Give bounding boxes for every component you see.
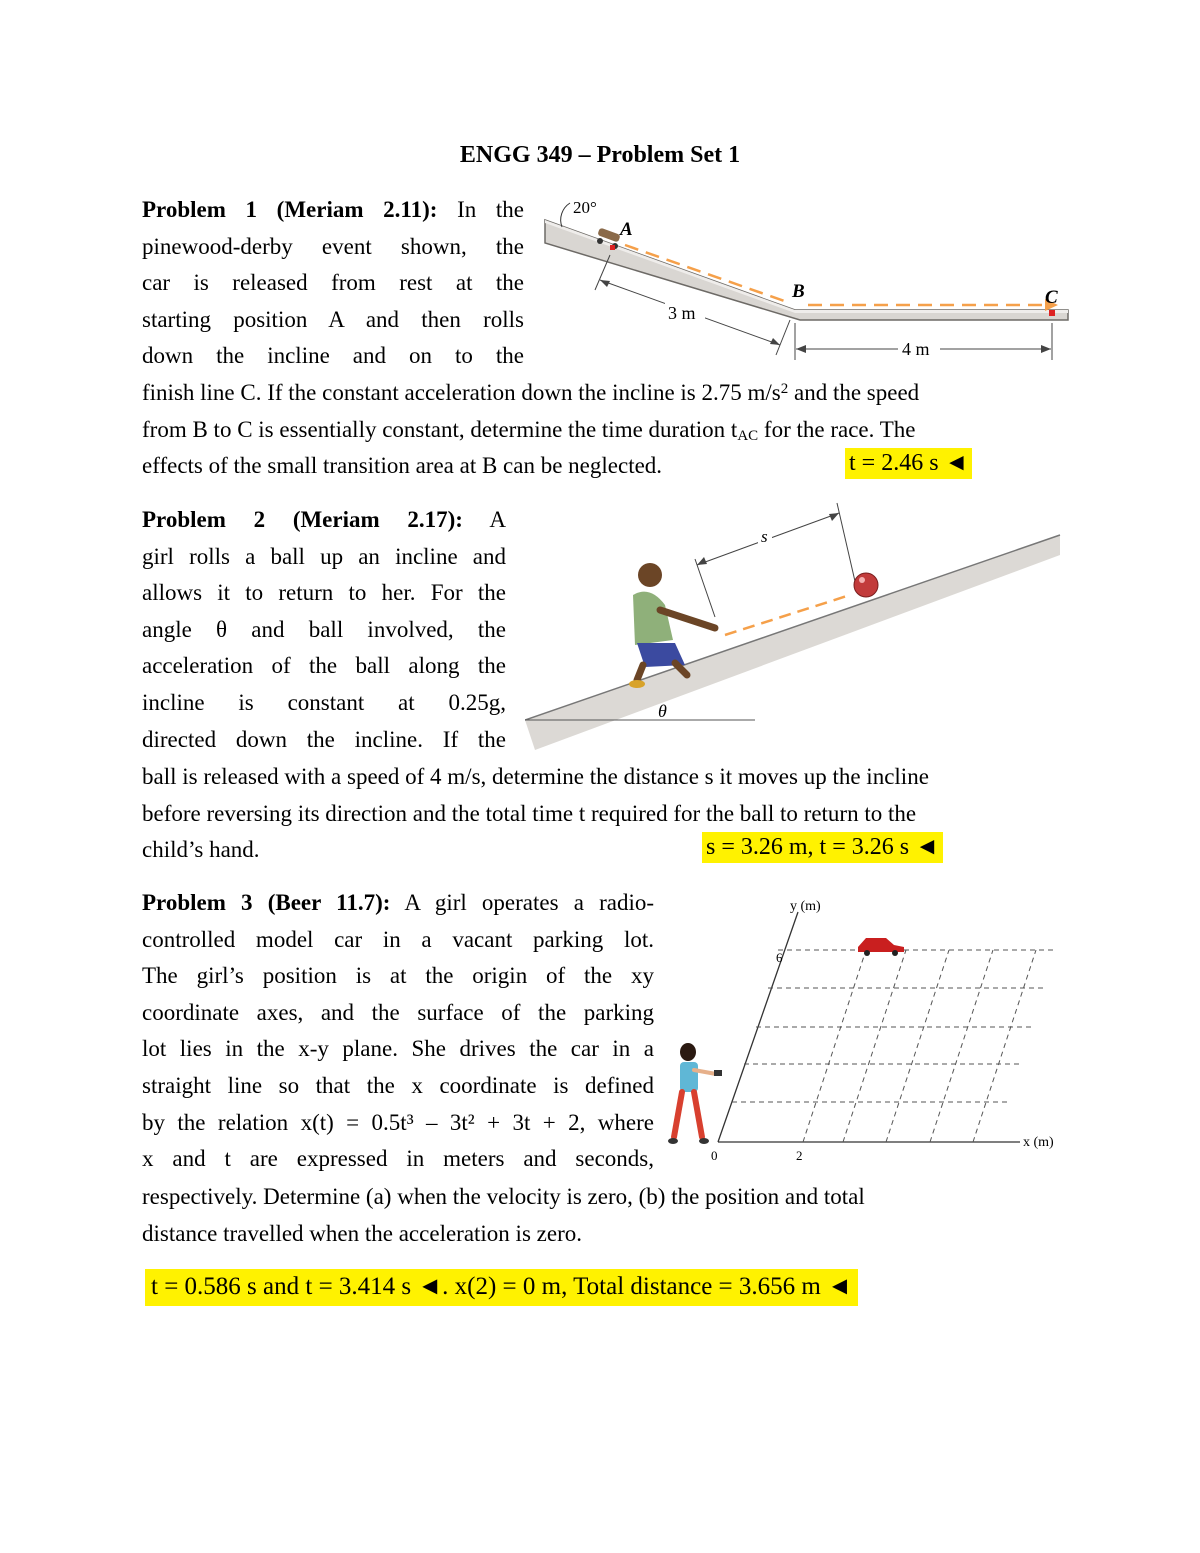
problem3-line: A girl operates a radio- [404,890,655,915]
subscript-AC: AC [737,427,759,444]
problem1-text: effects of the small transition area at B can be neglected. [142,453,663,479]
problem2-label: Problem 2 (Meriam 2.17): [142,507,463,532]
problem2-line: acceleration of the ball along the [142,653,506,679]
problem3-text: respectively. Determine (a) when the velocity is zero, (b) the position and total [142,1184,865,1209]
label-C: C [1045,287,1058,308]
problem3-line: controlled model car in a vacant parking lot. [142,926,654,952]
problem2-text: ball is released with a speed of 4 m/s, determine the distance s it moves up the incline [142,764,929,789]
problem2-text: child’s hand. [142,837,260,863]
dim-3m: 3 m [668,303,696,323]
problem2-line: A [489,507,507,532]
dim-4m: 4 m [902,339,930,359]
problem3-line: The girl’s position is at the origin of the xy [142,963,654,989]
x-tick-0: 0 [711,1148,718,1163]
answer-highlight: s = 3.26 m, t = 3.26 s ◄ [702,832,943,863]
problem3-intro [142,885,654,1178]
problem3-line: straight line so that the x coordinate is defined [142,1072,654,1098]
label-B: B [792,281,805,302]
problem1-line: car is released from rest at the [142,270,524,296]
problem2-line: directed down the incline. If the [142,726,506,752]
problem1-answer [845,450,972,477]
girl-with-controller-icon [668,1043,722,1144]
problem1-body: finish line C. If the constant acceleration down the incline is 2.75 $m/s^2$ and the speed from B to C is essentially constant, determine the time duration $t_{AC}$ for the race. The effects of the small transition area at B can be neglected. [142,380,920,479]
label-A: A [620,219,633,240]
angle-label: 20° [573,198,597,217]
problem3-line: coordinate axes, and the surface of the parking [142,999,654,1025]
problem1-intro [142,192,524,375]
problem3-text: distance travelled when the acceleration is zero. [142,1220,582,1246]
x-tick-2: 2 [796,1148,803,1163]
page-title: ENGG 349 – Problem Set 1 [459,142,741,168]
problem1-label: Problem 1 (Meriam 2.11): [142,197,438,222]
problem3-body [142,1179,1060,1252]
problem2-line: angle θ and ball involved, the [142,616,506,642]
problem1-line: pinewood-derby event shown, the [142,233,524,259]
rc-car-icon [858,938,904,956]
problem3-line: lot lies in the x-y plane. She drives the car in a [142,1036,654,1062]
problem1-line: down the incline and on to the [142,343,524,369]
problem3-figure [668,892,1068,1172]
problem1-text: for the race. The [758,416,916,442]
problem3-answer [145,1273,858,1301]
problem2-figure [525,495,1065,755]
problem1-text: finish line C. If the constant acceleration down the incline is 2.75 m/s [142,380,781,405]
distance-s-label: s [761,527,768,546]
problem3-line: x and t are expressed in meters and seconds, [142,1146,654,1172]
problem1-text: and the speed [788,380,920,405]
y-tick-6: 6 [776,950,783,965]
problem1-text: from B to C is essentially constant, determine the time duration t [142,416,738,442]
problem2-line: incline is constant at 0.25g, [142,689,506,715]
answer-highlight: t = 2.46 s ◄ [845,448,972,479]
problem2-text: before reversing its direction and the total time t required for the ball to return to the [142,800,917,826]
y-axis-label: y (m) [790,899,821,914]
problem2-line: girl rolls a ball up an incline and [142,543,506,569]
problem1-line: In the [457,197,524,222]
ball-icon [854,573,878,597]
problem2-line: allows it to return to her. For the [142,580,506,606]
answer-highlight: t = 0.586 s and t = 3.414 s ◄. x(2) = 0 m, Total distance = 3.656 m ◄ [145,1269,858,1306]
problem3-label: Problem 3 (Beer 11.7): [142,890,391,915]
problem2-answer [702,834,943,861]
problem1-figure [540,195,1070,365]
problem3-line: by the relation x(t) = 0.5t³ – 3t² + 3t + 2, where [142,1109,654,1135]
theta-label: θ [658,701,667,721]
problem1-line: starting position A and then rolls [142,306,524,332]
problem2-intro [142,502,506,758]
x-axis-label: x (m) [1023,1135,1054,1150]
